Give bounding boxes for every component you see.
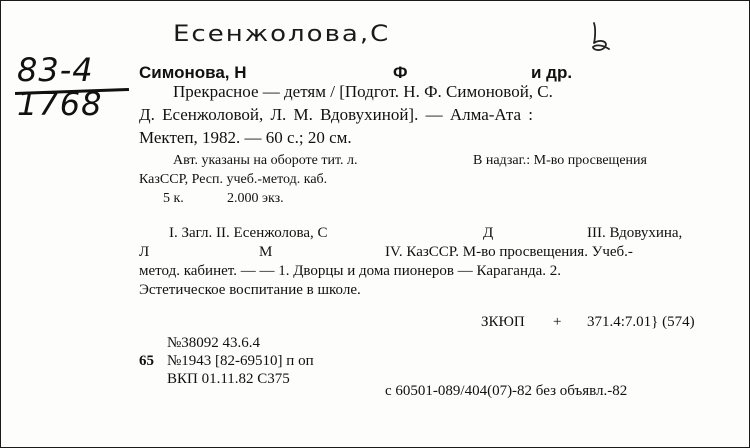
call-number-line2: 1768: [17, 85, 103, 123]
handwritten-mark-icon: [587, 19, 613, 53]
note-authors: Авт. указаны на обороте тит. л.: [173, 153, 358, 168]
classification-index: 371.4:7.01} (574): [587, 314, 695, 330]
handwritten-heading: Есенжолова,С: [173, 21, 391, 47]
registry-number: №1943 [82-69510] п оп: [167, 353, 314, 369]
tracing-initial: Л: [139, 244, 150, 260]
note-header: В надзаг.: М-во просвещения: [473, 153, 647, 168]
tracing-line: III. Вдовухина,: [587, 225, 683, 241]
description-line: Д. Есенжоловой, Л. М. Вдовухиной]. — Алма-Ата :: [139, 105, 534, 124]
registry-prefix: 65: [139, 353, 154, 369]
tracing-line: IV. КазССР. М-во просвещения. Учеб.-: [385, 244, 633, 260]
price-code: с 60501-089/404(07)-82 без объявл.-82: [385, 383, 628, 399]
tracing-initial: М: [259, 244, 273, 260]
tracing-line: Эстетическое воспитание в школе.: [139, 282, 361, 298]
registry-number: №38092 43.6.4: [167, 335, 261, 351]
tracing-initial: Д: [483, 225, 494, 241]
note-header-cont: КазССР, Респ. учеб.-метод. каб.: [139, 172, 328, 187]
tracing-line: метод. кабинет. — — 1. Дворцы и дома пионеров — Караганда. 2.: [139, 263, 562, 279]
heading-et-al: и др.: [531, 63, 573, 82]
classification-code: ЗКЮП: [481, 314, 525, 330]
heading-author: Симонова, Н: [139, 63, 247, 82]
heading-initial: Ф: [393, 63, 408, 82]
tracing-line: I. Загл. II. Есенжолова, С: [169, 225, 328, 241]
registry-vkp: ВКП 01.11.82 С375: [167, 371, 290, 387]
note-print-run: 2.000 экз.: [227, 191, 284, 206]
description-line: Мектеп, 1982. — 60 с.; 20 см.: [139, 128, 352, 147]
description-line: Прекрасное — детям / [Подгот. Н. Ф. Симоновой, С.: [173, 82, 553, 101]
classification-plus: +: [553, 314, 562, 330]
call-number-line1: 83-4: [17, 51, 94, 89]
note-copies: 5 к.: [163, 191, 184, 206]
